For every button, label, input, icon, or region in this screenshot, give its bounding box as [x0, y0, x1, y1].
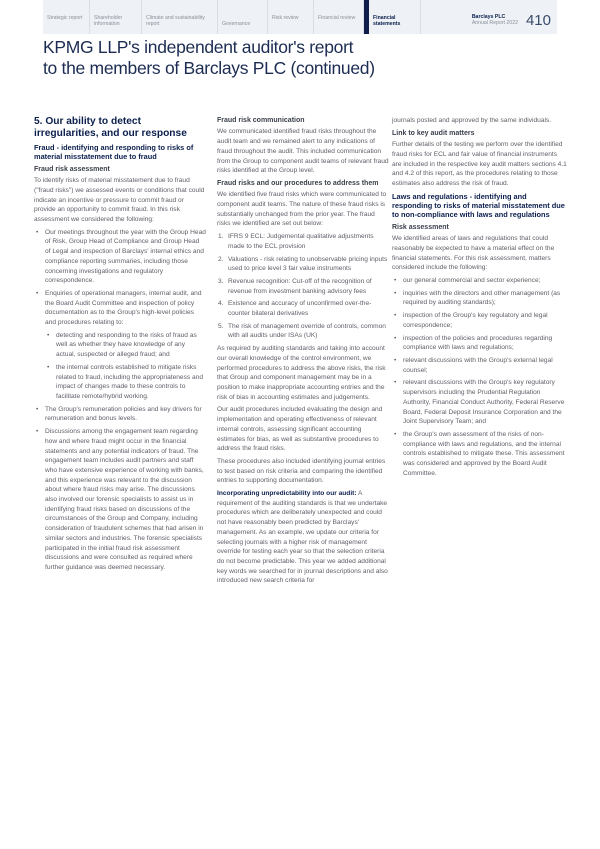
page-title-line1: KPMG LLP's independent auditor's report: [43, 37, 354, 57]
nav-tab-strategic-report[interactable]: Strategic report: [43, 0, 90, 34]
brand-subtitle: Annual Report 2022: [471, 20, 518, 26]
list-item: • The Group's remuneration policies and key drivers for remuneration and bonus levels.: [34, 405, 206, 424]
list-item: 1. IFRS 9 ECL: Judgemental qualitative adjustments made to the ECL provision: [218, 233, 374, 250]
page-title-line2: to the members of Barclays PLC (continued): [43, 58, 375, 78]
list-item: • detecting and responding to the risks of fraud as well as whether they have knowledge of any actual, suspected or alleged fraud; and: [45, 331, 206, 360]
list-item: • the internal controls established to mitigate risks related to fraud, including the appropriateness and impact of changes made to these controls to facilitate remote/hybrid working.: [45, 363, 206, 402]
paragraph: As required by auditing standards and taking into account our overall knowledge of the control environment, we performed procedures to address the above risks, the risk that Group and component management may be in a position to make inappropriate accounting entries and the risk of bias in accounting estimates and judgements.: [217, 345, 386, 401]
paragraph: journals posted and approved by the same individuals.: [392, 117, 552, 124]
list-item: 3. Revenue recognition: Cut-off of the recognition of revenue from investment banking advisory fees: [218, 277, 372, 295]
paragraph: We identified areas of laws and regulations that could reasonably be expected to have a material effect on the financial statements. For this risk assessment, matters considered include the following:: [392, 235, 555, 272]
fraud-considerations-list: [34, 228, 206, 573]
list-item: 5. The risk of management override of controls, common with all audits under ISAs (UK): [218, 322, 386, 340]
paragraph: We identified five fraud risks which were communicated to component audit teams. The nature of these fraud risks is substantially unchanged from the prior year. The fraud risks we identified are set out below:: [217, 191, 387, 228]
column-3: [392, 116, 567, 481]
fraud-risk-intro: To identify risks of material misstatement due to fraud ("fraud risks") we assessed events or conditions that could indicate an incentive or pressure to commit fraud or provide an opportunity to commit fraud. In this risk assessment we considered the following:: [34, 177, 205, 224]
section-navigation: [43, 0, 557, 34]
fraud-risk-assessment-heading: Fraud risk assessment: [34, 165, 110, 173]
paragraph: These procedures also included identifying journal entries to test based on risk criteria and comparing the identified entries to supporting documentation.: [217, 457, 386, 485]
fraud-risk-communication-heading: Fraud risk communication: [217, 117, 305, 124]
paragraph: Incorporating unpredictability into our audit: A requirement of the auditing standards is that we undertake procedures which are deliberately unexpected and could not have reasonably been predicted by Barclays' management. As an example, we update our criteria for selecting journals with a higher risk of management override for testing each year so that the selection criteria do not become predictable. This year we added additional key words we searched for in journal descriptions and also introduced new search criteria for: [217, 490, 388, 585]
list-item: • our general commercial and sector experience;: [392, 276, 567, 286]
list-item: • the Group's own assessment of the risks of non-compliance with laws and regulations, and the internal controls established to mitigate these. This assessment was considered and approved by the Board Audit Committee.: [392, 430, 567, 479]
report-brand: [472, 0, 557, 34]
nav-tab-governance[interactable]: Governance: [218, 0, 268, 34]
paragraph: Our audit procedures included evaluating the design and implementation and operating effectiveness of relevant internal controls, assessing significant accounting estimates for bias, as well as substantive procedures to address the fraud risks.: [217, 406, 383, 453]
list-item: • relevant discussions with the Group's key regulatory supervisors including the Prudential Regulation Authority, Financial Conduct Authority, Federal Reserve Board, Federal Deposit Insurance Corporation and the Joint Supervisory Team; and: [392, 378, 567, 427]
column-1: [34, 116, 206, 576]
nav-tab-climate-sustainability[interactable]: Climate and sustainability report: [142, 0, 218, 34]
list-item: • inquiries with the directors and other management (as required by auditing standards);: [392, 289, 567, 308]
fraud-subheading: Fraud - identifying and responding to risks of material misstatement due to fraud: [34, 143, 194, 162]
nav-tab-risk-review[interactable]: Risk review: [268, 0, 314, 34]
page-title: [43, 37, 463, 79]
list-item: 4. Existence and accuracy of unconfirmed over-the-counter bilateral derivatives: [218, 300, 372, 318]
fraud-risks-list: [217, 232, 389, 341]
section-heading: 5. Our ability to detect irregularities, and our response: [34, 116, 187, 139]
paragraph: We communicated identified fraud risks throughout the audit team and we remained alert to any indications of fraud throughout the audit. This included communication from the Group to component audit teams of relevant fraud risks identified at the Group level.: [217, 128, 389, 175]
list-item: • inspection of the Group's key regulatory and legal correspondence;: [392, 311, 567, 330]
list-item: • Discussions among the engagement team regarding how and where fraud might occur in the financial statements and any potential indicators of fraud. The engagement team includes audit partners and staff who have extensive experience of working with banks, and this experience was relevant to the discussion about where fraud risks may arise. The discussions also involved our forensic specialists to assist us in identifying fraud risks based on discussions of the circumstances of the Group and Company, including consideration of fraudulent schemes that had arisen in similar sectors and industries. The forensic specialists participated in the initial fraud risk assessment discussions and were consulted as required where further guidance was deemed necessary.: [34, 427, 206, 573]
laws-considerations-list: [392, 276, 567, 478]
list-item: • Our meetings throughout the year with the Group Head of Risk, Group Head of Compliance and Group Head of Legal and inspection of Barclays' internal ethics and compliance reporting summaries, including those concerning investigations and regulatory correspondence.: [34, 228, 206, 286]
nav-tab-shareholder-information[interactable]: Shareholder information: [90, 0, 142, 34]
risk-assessment-heading: Risk assessment: [392, 223, 449, 231]
page-number: 410: [525, 11, 551, 29]
paragraph: Further details of the testing we perform over the identified fraud risks for ECL and fair value of financial instruments are included in the respective key audit matters sections 4.1 and 4.2 of this report, as the procedures relating to those estimates also address the risk of fraud.: [392, 141, 567, 187]
inline-heading: Incorporating unpredictability into our audit:: [217, 490, 357, 498]
link-to-key-audit-matters-heading: Link to key audit matters: [392, 129, 475, 137]
list-item: • Enquiries of operational managers, internal audit, and the Board Audit Committee and inspection of policy documentation as to the Group's high-level policies and procedures relating to: • detecting and responding to the risks of fraud as well as whether they have knowledge of any actual, suspected or alleged fraud; and • the internal controls established to mitigate risks related to fraud, including the appropriateness and impact of changes made to these controls to facilitate remote/hybrid working.: [34, 289, 206, 402]
list-item: • inspection of the policies and procedures regarding compliance with laws and regulations;: [392, 334, 567, 353]
column-2: [217, 116, 389, 589]
brand-name: Barclays PLC: [471, 13, 506, 20]
fraud-risks-procedures-heading: Fraud risks and our procedures to address them: [217, 179, 379, 187]
sub-list: [45, 331, 206, 402]
laws-regulations-subheading: Laws and regulations - identifying and responding to risks of material misstatement due to non-compliance with laws and regulations: [392, 191, 565, 220]
nav-tab-financial-review[interactable]: Financial review: [314, 0, 364, 34]
list-item: • relevant discussions with the Group's external legal counsel;: [392, 356, 567, 375]
list-item: 2. Valuations - risk relating to unobservable pricing inputs used to price level 3 fair value instruments: [218, 255, 388, 273]
nav-tab-financial-statements[interactable]: Financial statements: [364, 0, 421, 34]
